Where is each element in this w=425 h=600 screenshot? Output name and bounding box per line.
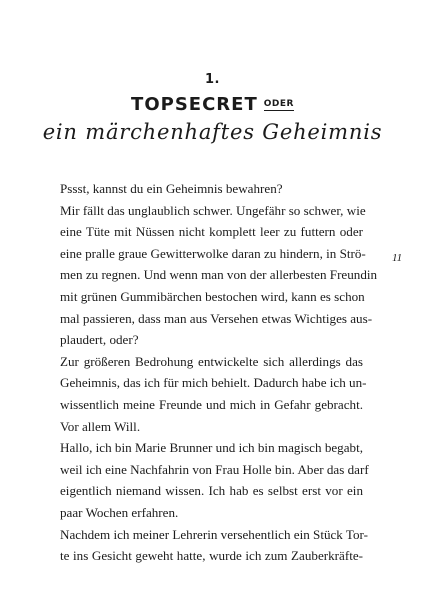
text-line: eine Tüte mit Nüssen nicht komplett leer zu futtern oder <box>60 224 363 240</box>
text-line: paar Wochen erfahren. <box>60 504 179 520</box>
text-line: Vor allem Will. <box>60 418 141 434</box>
text-line: weil ich eine Nachfahrin von Frau Holle bin. Aber das darf <box>60 461 369 477</box>
chapter-title-main: TOPSECRET <box>131 94 258 115</box>
text-line: Mir fällt das unglaublich schwer. Ungefähr so schwer, wie <box>60 202 366 218</box>
text-line: Hallo, ich bin Marie Brunner und ich bin magisch begabt, <box>60 440 363 456</box>
text-line: Zur größeren Bedrohung entwickelte sich allerdings das <box>60 353 363 369</box>
text-line: wissentlich meine Freunde und mich in Gefahr gebracht. <box>60 396 363 412</box>
text-line: plaudert, oder? <box>60 332 139 348</box>
text-line: mit grünen Gummibärchen bestochen wird, kann es schon <box>60 288 365 304</box>
text-line: mal passieren, dass man aus Versehen etwas Wichtiges aus- <box>60 310 373 326</box>
page-number: 11 <box>392 252 403 264</box>
text-line: te ins Gesicht geweht hatte, wurde ich zum Zauberkräfte- <box>60 548 363 564</box>
text-line: eigentlich niemand wissen. Ich hab es selbst erst vor ein <box>60 483 363 499</box>
chapter-subtitle: ein märchenhaftes Geheimnis <box>42 120 383 144</box>
text-line: Pssst, kannst du ein Geheimnis bewahren? <box>60 181 283 196</box>
text-line: eine pralle graue Gewitterwolke daran zu hindern, in Strö- <box>60 245 366 261</box>
text-line: Nachdem ich meiner Lehrerin versehentlich ein Stück Tor- <box>60 526 368 542</box>
chapter-title-connector: ODER <box>263 99 294 109</box>
text-line: men zu regnen. Und wenn man von der allerbesten Freundin <box>60 267 378 283</box>
body-text <box>60 178 378 567</box>
chapter-title <box>0 95 425 116</box>
text-line: Geheimnis, das ich für mich behielt. Dadurch habe ich un- <box>60 375 367 391</box>
chapter-number: 1. <box>205 72 220 87</box>
